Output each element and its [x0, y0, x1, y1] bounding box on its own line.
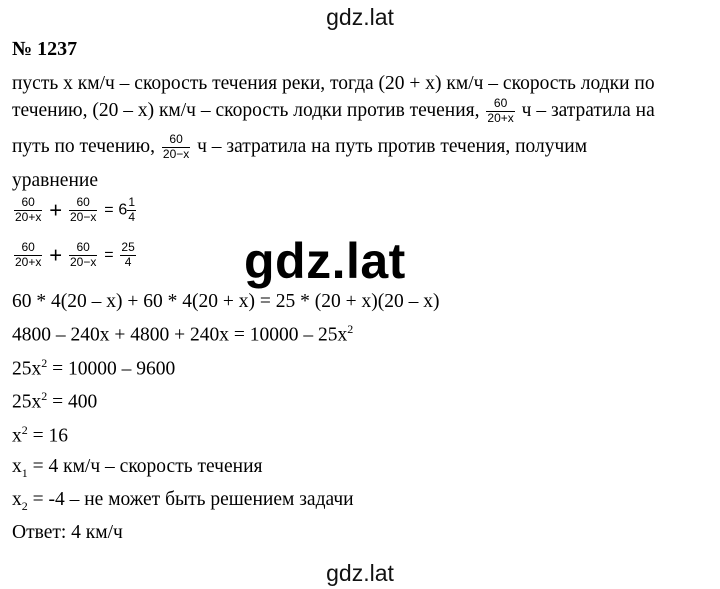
root-1-text: = 4 км/ч – скорость течения — [27, 456, 263, 477]
fraction-denominator: 20+x — [15, 254, 42, 269]
text-line-4: уравнение — [12, 170, 98, 191]
fraction-numerator: 25 — [121, 240, 135, 254]
root-2-var: x — [12, 489, 22, 510]
text-line-1: пусть x км/ч – скорость течения реки, тогда (20 + x) км/ч – скорость лодки по — [12, 73, 655, 94]
eq2-fraction-a — [14, 241, 42, 270]
root-2 — [12, 490, 354, 512]
step-3-rhs: = 10000 – 9600 — [47, 358, 176, 380]
step-5-rhs: = 16 — [27, 425, 68, 447]
watermark-bottom: gdz.lat — [326, 560, 394, 586]
step-2 — [12, 323, 353, 345]
fraction-numerator: 60 — [76, 240, 90, 254]
fraction-denominator: 20−x — [162, 146, 190, 161]
fraction-denominator: 20−x — [69, 254, 97, 269]
fraction-downstream-time — [486, 97, 514, 126]
text-line-3 — [12, 133, 587, 162]
problem-number: № 1237 — [12, 38, 78, 60]
eq1-fraction-c — [127, 196, 136, 225]
exponent: 2 — [347, 322, 354, 336]
fraction-numerator: 60 — [76, 195, 90, 209]
step-3-lhs: 25x — [12, 358, 42, 380]
fraction-numerator: 1 — [128, 195, 136, 209]
eq1-fraction-a — [14, 196, 42, 225]
fraction-numerator: 60 — [169, 132, 183, 146]
fraction-denominator: 20+x — [487, 110, 514, 125]
step-5 — [12, 424, 68, 446]
watermark-top: gdz.lat — [326, 4, 394, 30]
eq2-fraction-b — [69, 241, 97, 270]
root-2-text: = -4 – не может быть решением задачи — [27, 489, 354, 510]
root-1 — [12, 457, 262, 479]
fraction-denominator: 20+x — [15, 209, 42, 224]
step-3 — [12, 357, 175, 379]
subscript: 1 — [21, 465, 28, 480]
fraction-denominator: 20−x — [69, 209, 97, 224]
step-5-lhs: x — [12, 425, 22, 447]
plus-sign: + — [49, 242, 63, 268]
fraction-denominator: 4 — [120, 255, 135, 270]
eq2-fraction-c — [120, 241, 135, 270]
exponent: 2 — [21, 423, 28, 437]
text-line-2-start: течению, (20 – x) км/ч – скорость лодки против течения, — [12, 99, 480, 121]
fraction-denominator: 4 — [128, 209, 136, 224]
fraction-numerator: 60 — [493, 96, 508, 110]
equation-2 — [12, 241, 138, 270]
fraction-numerator: 60 — [21, 195, 35, 209]
step-1: 60 * 4(20 – x) + 60 * 4(20 + x) = 25 * (20 + x)(20 – x) — [12, 291, 440, 312]
root-1-var: x — [12, 456, 22, 477]
subscript: 2 — [21, 498, 28, 513]
equals-sign: = — [104, 201, 114, 219]
exponent: 2 — [41, 389, 48, 403]
equation-1 — [12, 196, 138, 225]
watermark-center: gdz.lat — [244, 233, 406, 289]
equals-sign: = — [104, 246, 114, 264]
eq1-fraction-b — [69, 196, 97, 225]
step-2-text: 4800 – 240x + 4800 + 240x = 10000 – 25x — [12, 324, 348, 346]
answer: Ответ: 4 км/ч — [12, 522, 123, 543]
plus-sign: + — [49, 197, 63, 223]
fraction-numerator: 60 — [21, 240, 35, 254]
text-line-2-end: ч – затратила на — [521, 99, 655, 121]
text-line-3-start: путь по течению, — [12, 135, 156, 157]
step-4 — [12, 390, 97, 412]
text-line-2 — [12, 97, 655, 126]
step-4-rhs: = 400 — [47, 391, 98, 413]
text-line-3-end: ч – затратила на путь против течения, получим — [197, 135, 588, 157]
mixed-whole: 6 — [118, 201, 128, 219]
exponent: 2 — [41, 356, 48, 370]
fraction-upstream-time — [162, 133, 190, 162]
step-4-lhs: 25x — [12, 391, 42, 413]
